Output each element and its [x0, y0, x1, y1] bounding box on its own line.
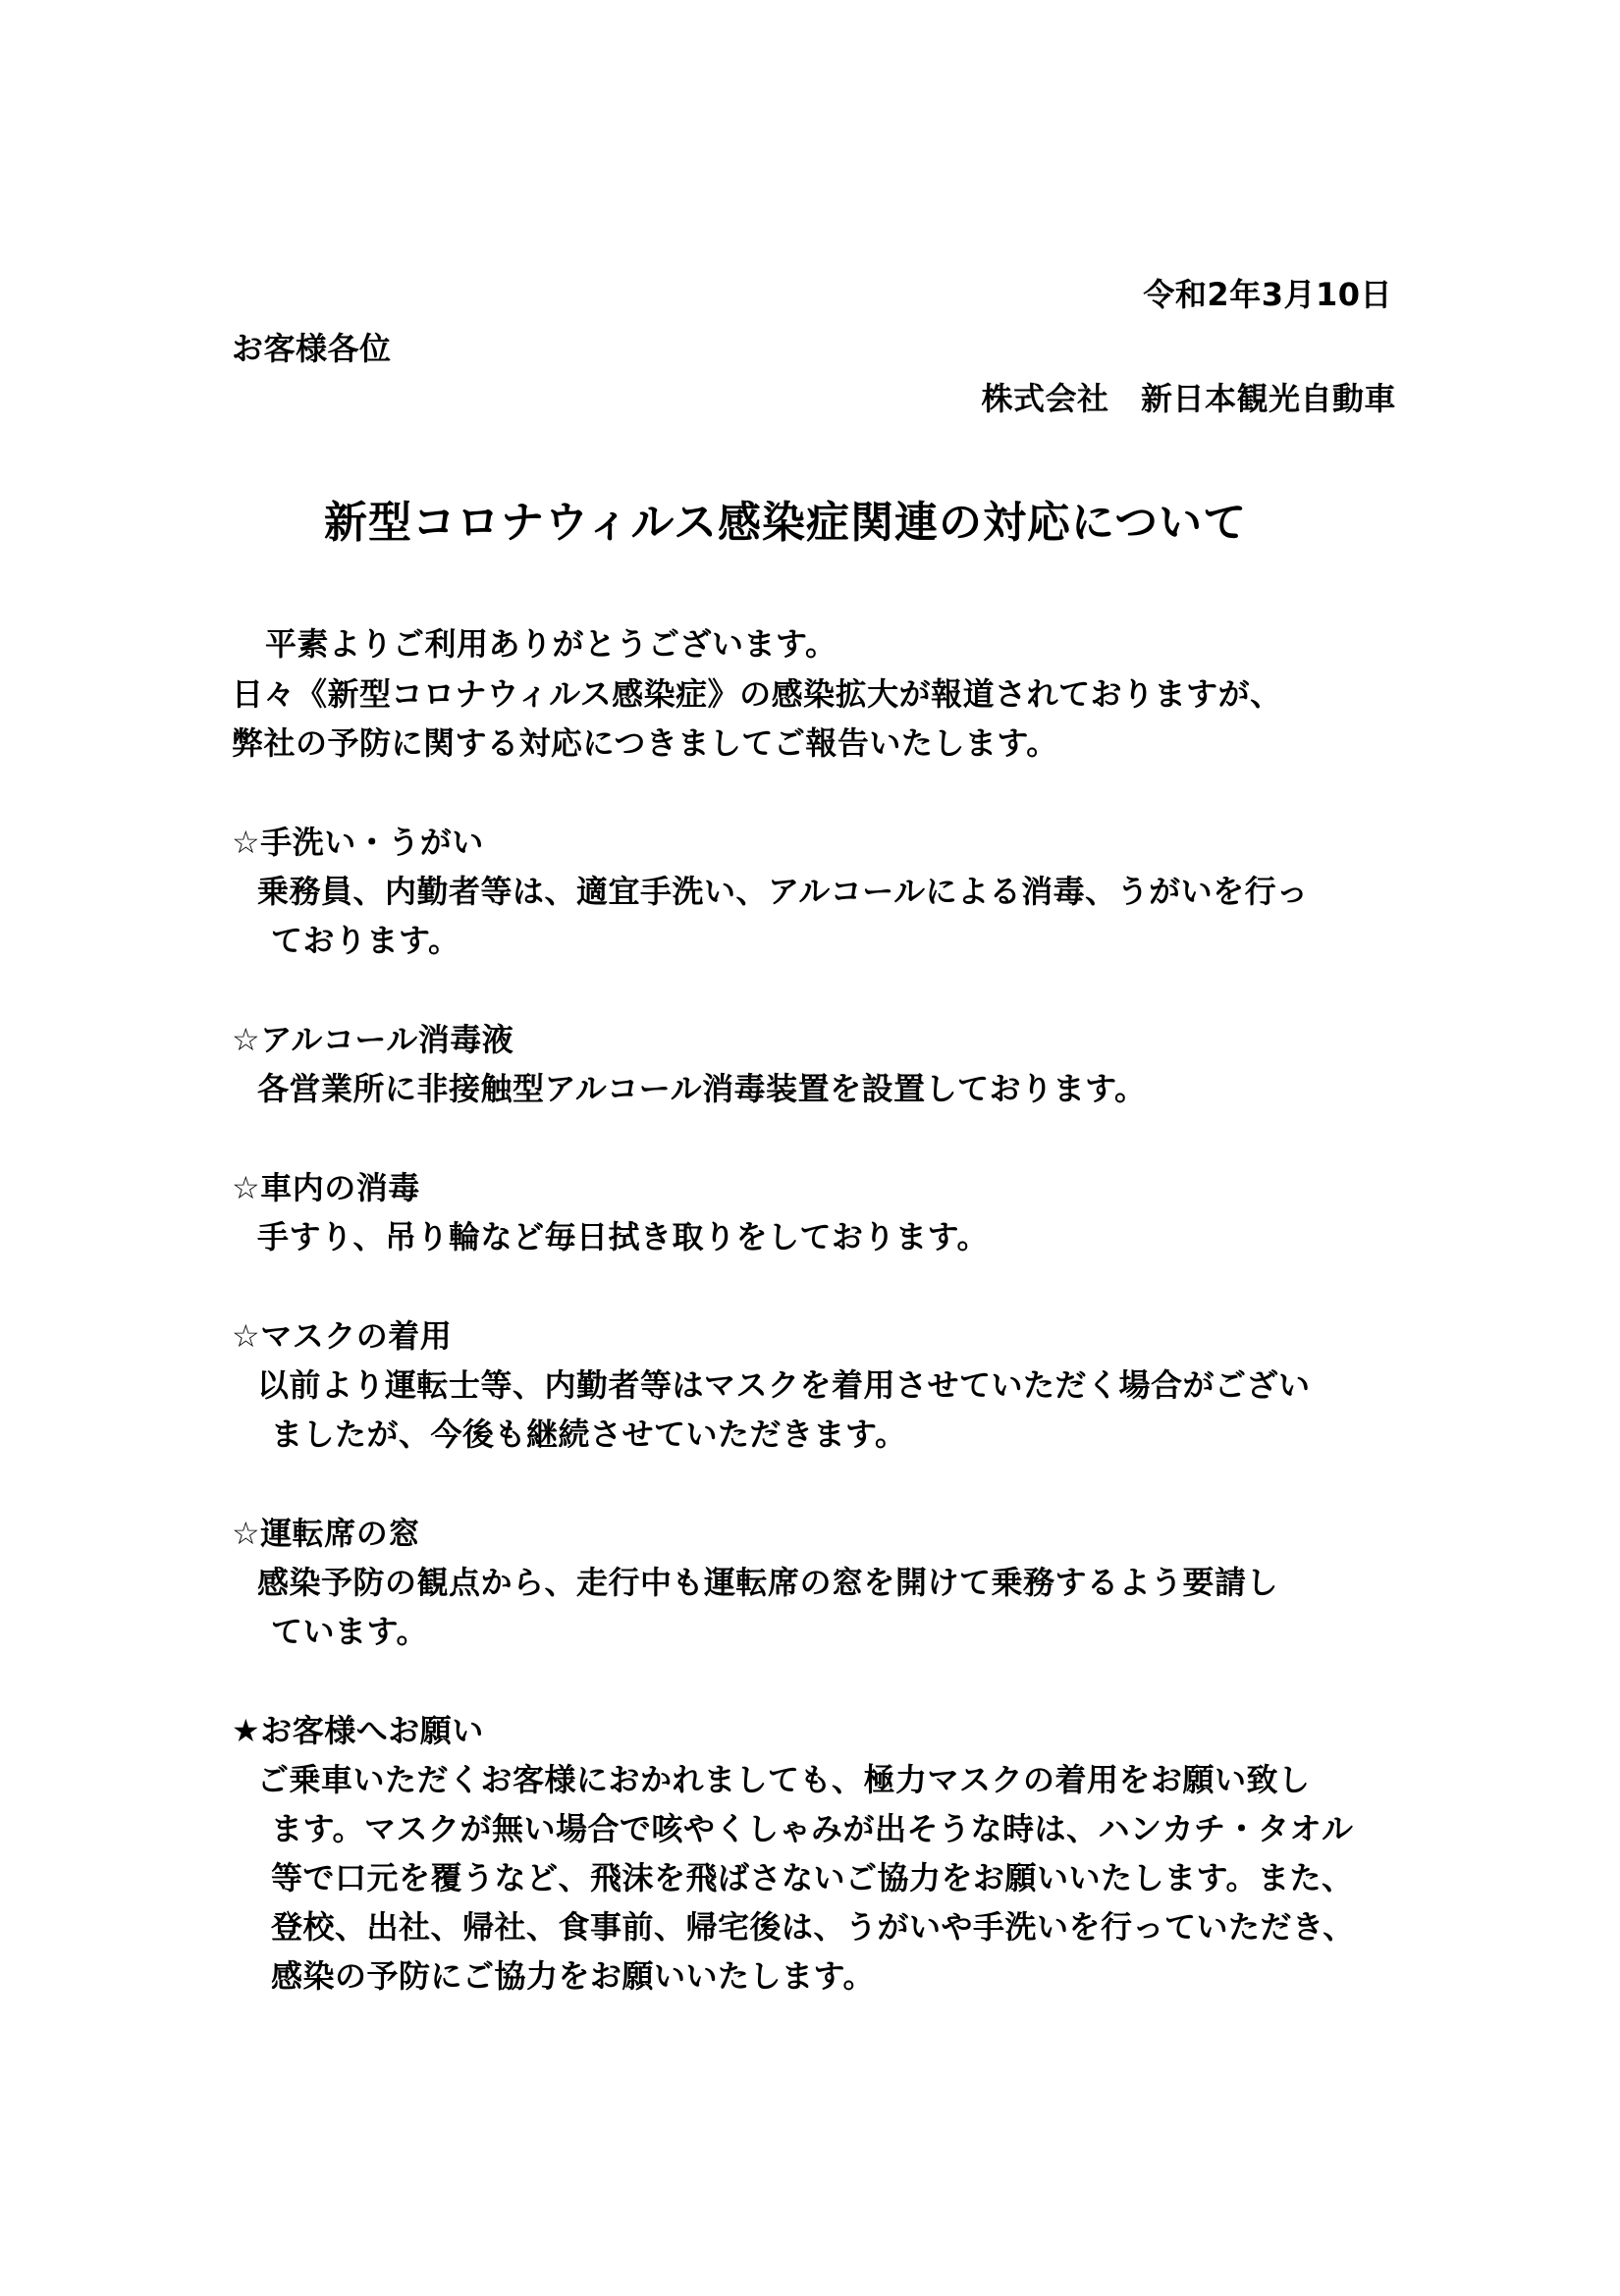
addressee: お客様各位 — [232, 330, 392, 367]
document-date: 令和2年3月10日 — [1143, 276, 1392, 313]
section-line: ましたが、今後も継続させていただきます。 — [271, 1415, 907, 1453]
section-line: 登校、出社、帰社、食事前、帰宅後は、うがいや手洗いを行っていただき、 — [271, 1908, 1355, 1946]
intro-line-1: 平素よりご利用ありがとうございます。 — [265, 625, 837, 663]
intro-line-3: 弊社の予防に関する対応につきましてご報告いたします。 — [232, 724, 1058, 762]
section-heading-driver-window: ☆運転席の窓 — [232, 1515, 420, 1552]
section-line: 乗務員、内勤者等は、適宜手洗い、アルコールによる消毒、うがいを行っ — [257, 873, 1309, 910]
company-name: 株式会社 新日本観光自動車 — [981, 380, 1396, 417]
section-line: 等で口元を覆うなど、飛沫を飛ばさないご協力をお願いいたします。また、 — [271, 1859, 1354, 1896]
section-line: 以前より運転士等、内勤者等はマスクを着用させていただく場合がござい — [257, 1366, 1311, 1404]
section-line: ご乗車いただくお客様におかれましても、極力マスクの着用をお願い致し — [257, 1761, 1311, 1798]
intro-line-2: 日々《新型コロナウィルス感染症》の感染拡大が報道されておりますが、 — [232, 675, 1282, 713]
section-heading-masks: ☆マスクの着用 — [232, 1317, 453, 1355]
section-line: ています。 — [271, 1613, 428, 1650]
document-title: 新型コロナウィルス感染症関連の対応について — [324, 498, 1248, 548]
section-line: 手すり、吊り輪など毎日拭き取りをしております。 — [257, 1218, 989, 1255]
section-line: 感染予防の観点から、走行中も運転席の窓を開けて乗務するよう要請し — [257, 1564, 1279, 1601]
section-heading-customer-request: ★お客様へお願い — [232, 1712, 484, 1749]
section-line: 感染の予防にご協力をお願いいたします。 — [271, 1957, 875, 1995]
section-line: ます。マスクが無い場合で咳やくしゃみが出そうな時は、ハンカチ・タオル — [271, 1810, 1354, 1847]
section-line: ております。 — [271, 922, 460, 959]
section-heading-handwashing: ☆手洗い・うがい — [232, 824, 484, 861]
section-line: 各営業所に非接触型アルコール消毒装置を設置しております。 — [257, 1070, 1147, 1107]
section-heading-vehicle: ☆車内の消毒 — [232, 1169, 420, 1206]
section-heading-alcohol: ☆アルコール消毒液 — [232, 1021, 514, 1058]
